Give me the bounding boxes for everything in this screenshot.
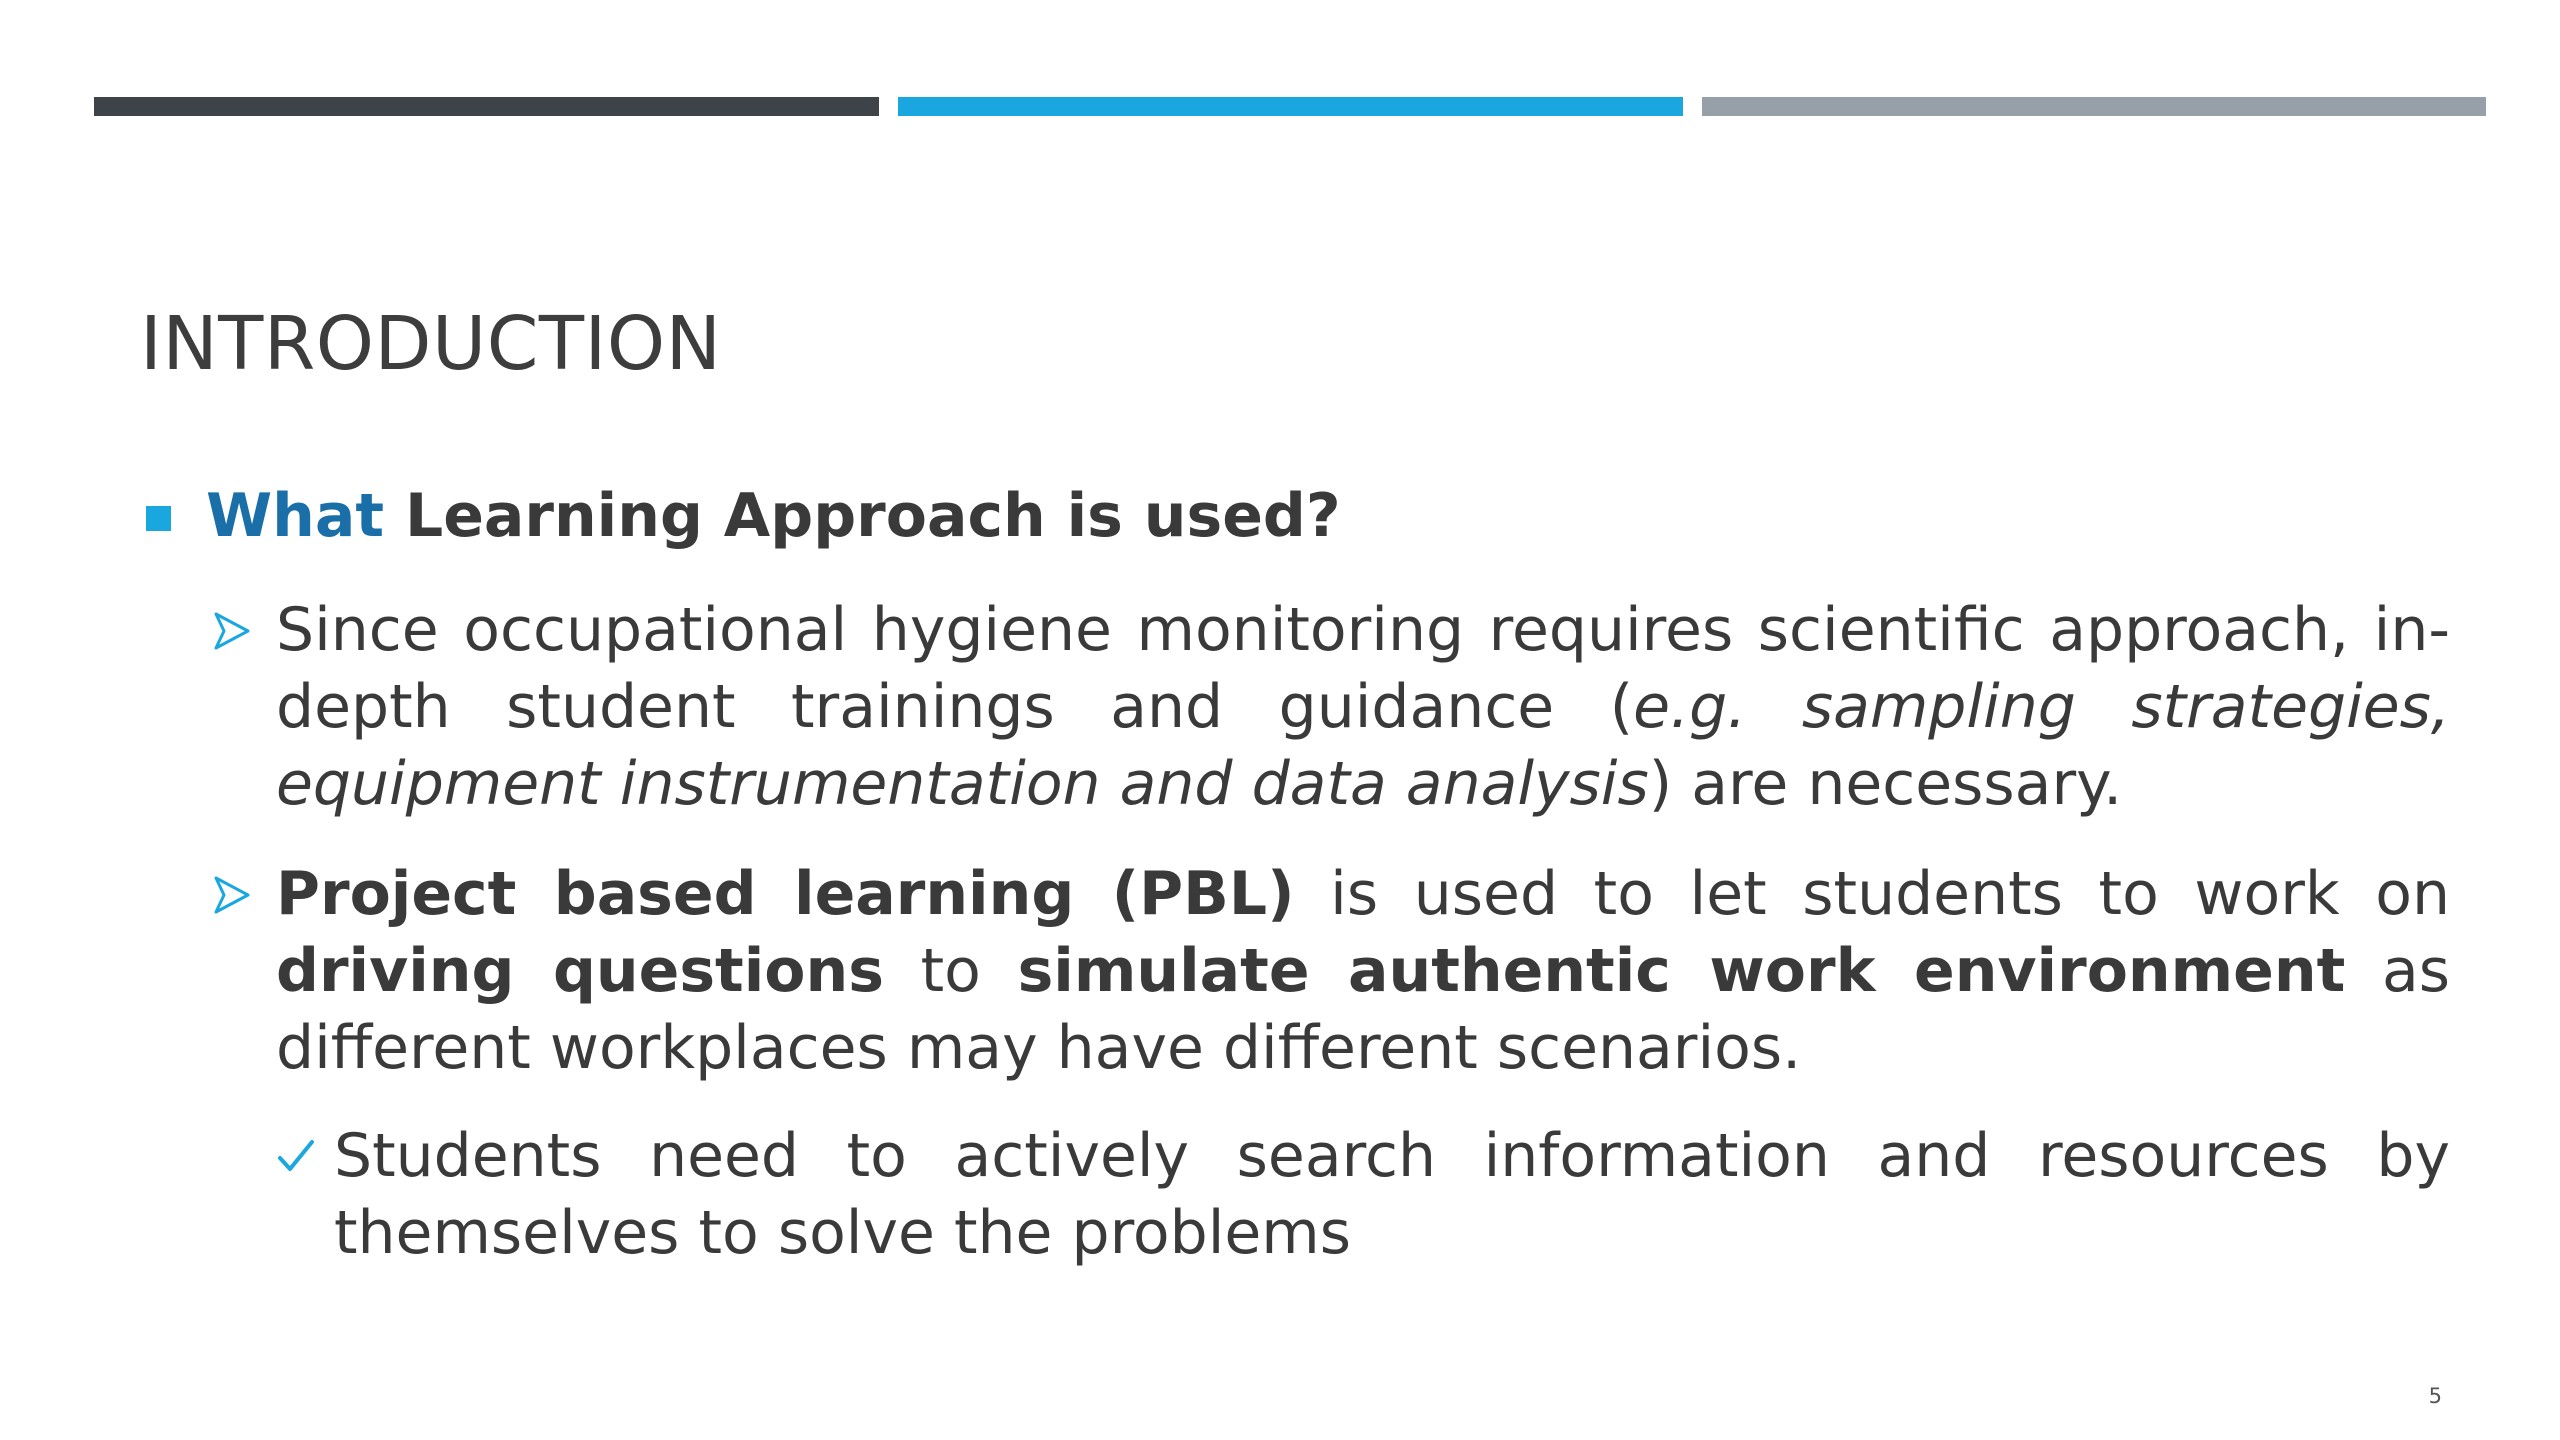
text-segment: is used to let students to work on — [1294, 859, 2450, 929]
bullet-text — [206, 474, 1341, 558]
sub-bullet-text — [276, 856, 2450, 1087]
square-bullet-icon — [146, 506, 171, 531]
sub-bullet-text — [276, 592, 2450, 823]
arrow-bullet-icon — [212, 610, 252, 652]
bold-segment: Project based learning (PBL) — [276, 859, 1295, 929]
bold-segment: simulate authentic work environment — [1017, 936, 2346, 1006]
header-bar-blue — [898, 97, 1683, 116]
header-bar-dark — [94, 97, 879, 116]
text-segment: as different workplaces may have different scenarios. — [276, 936, 2450, 1083]
italic-segment: e.g. sampling strategies, equipment instrumentation and data analysis — [276, 672, 2451, 819]
bullet-rest: Learning Approach is used? — [384, 481, 1341, 551]
checkmark-icon — [276, 1138, 316, 1174]
page-number: 5 — [2428, 1384, 2442, 1408]
bold-segment: driving questions — [276, 936, 884, 1006]
text-segment: ) are necessary. — [1648, 749, 2123, 819]
header-bar-gray — [1702, 97, 2486, 116]
highlight-word: What — [206, 481, 385, 551]
text-segment: to — [883, 936, 1018, 1006]
slide-title: INTRODUCTION — [140, 301, 722, 387]
text-segment: Since occupational hygiene monitoring requires scientific approach, in-depth student trainings and guidance ( — [276, 595, 2450, 742]
sub-sub-bullet-text: Students need to actively search information and resources by themselves to solve the problems — [334, 1121, 2450, 1268]
arrow-bullet-icon — [212, 874, 252, 916]
